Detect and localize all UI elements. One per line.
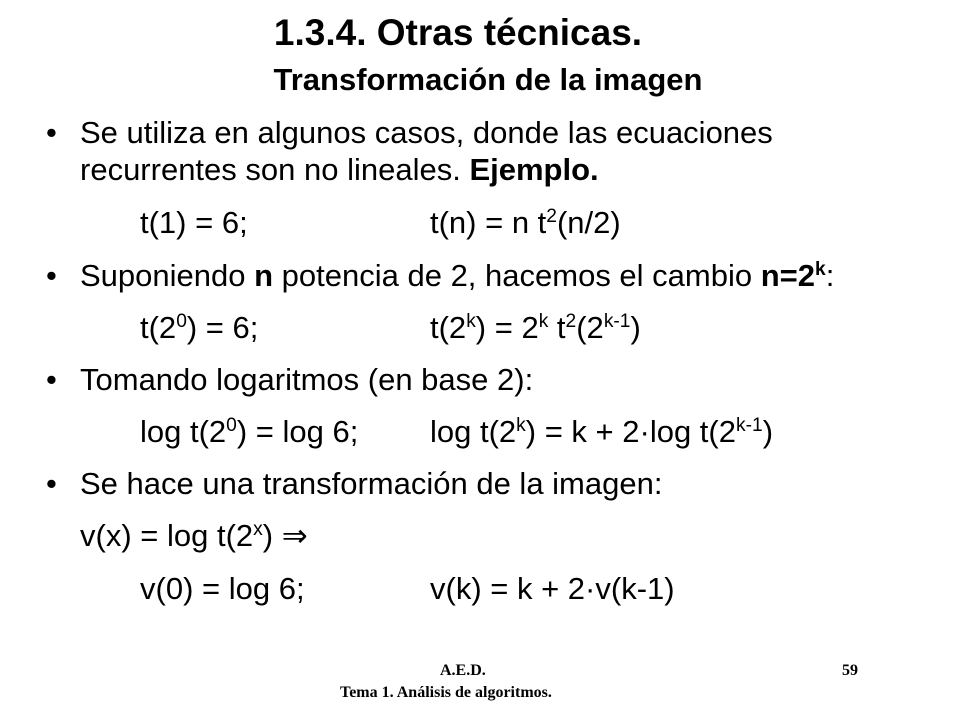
page-number: 59 <box>842 662 858 679</box>
bullet-2-text: Suponiendo n potencia de 2, hacemos el cambio $n=2^k$: <box>80 258 835 293</box>
slide-title: 1.3.4. Otras técnicas. <box>273 12 643 53</box>
equation-1-left: t(1) = 6; <box>140 205 248 240</box>
implies-arrow-icon: ⇒ <box>281 518 308 554</box>
equation-4: v(x) = log t(2$^x$) ⇒ <box>80 518 308 554</box>
example-label: Ejemplo. <box>469 152 599 187</box>
bullet-1-line-1: Se utiliza en algunos casos, donde las ecuaciones <box>80 115 773 150</box>
equation-3-right: $\log t(2^k) = k + 2\cdot\log$ t(2$^{k-1}$) <box>430 414 774 449</box>
bullet-marker: • <box>46 115 57 150</box>
equation-3-left: $\log t(2^0) = \log 6$; <box>140 414 359 449</box>
equation-5-left: v(0) = log 6; <box>140 571 305 606</box>
footer-course: A.E.D. <box>440 662 486 679</box>
equation-2-right: $t(2^k) = 2^k$ $t^2(2^{k-1})$ <box>430 310 641 345</box>
footer-topic: Tema 1. Análisis de algoritmos. <box>340 684 552 701</box>
bullet-3-text: Tomando logaritmos (en base 2): <box>80 362 534 397</box>
equation-1-right: t(n) = n $t^2(n/2)$ <box>430 205 621 240</box>
equation-2-left: $t(2^0) = 6$; <box>140 310 259 345</box>
bullet-marker: • <box>46 258 57 293</box>
bullet-4-text: Se hace una transformación de la imagen: <box>80 466 663 501</box>
slide-subtitle: Transformación de la imagen <box>273 62 703 97</box>
equation-5-right: v(k) = k + 2·v(k-1) <box>430 571 675 606</box>
bullet-1-line-2: recurrentes son no lineales. Ejemplo. <box>80 152 599 187</box>
bullet-marker: • <box>46 362 57 397</box>
bullet-marker: • <box>46 466 57 501</box>
